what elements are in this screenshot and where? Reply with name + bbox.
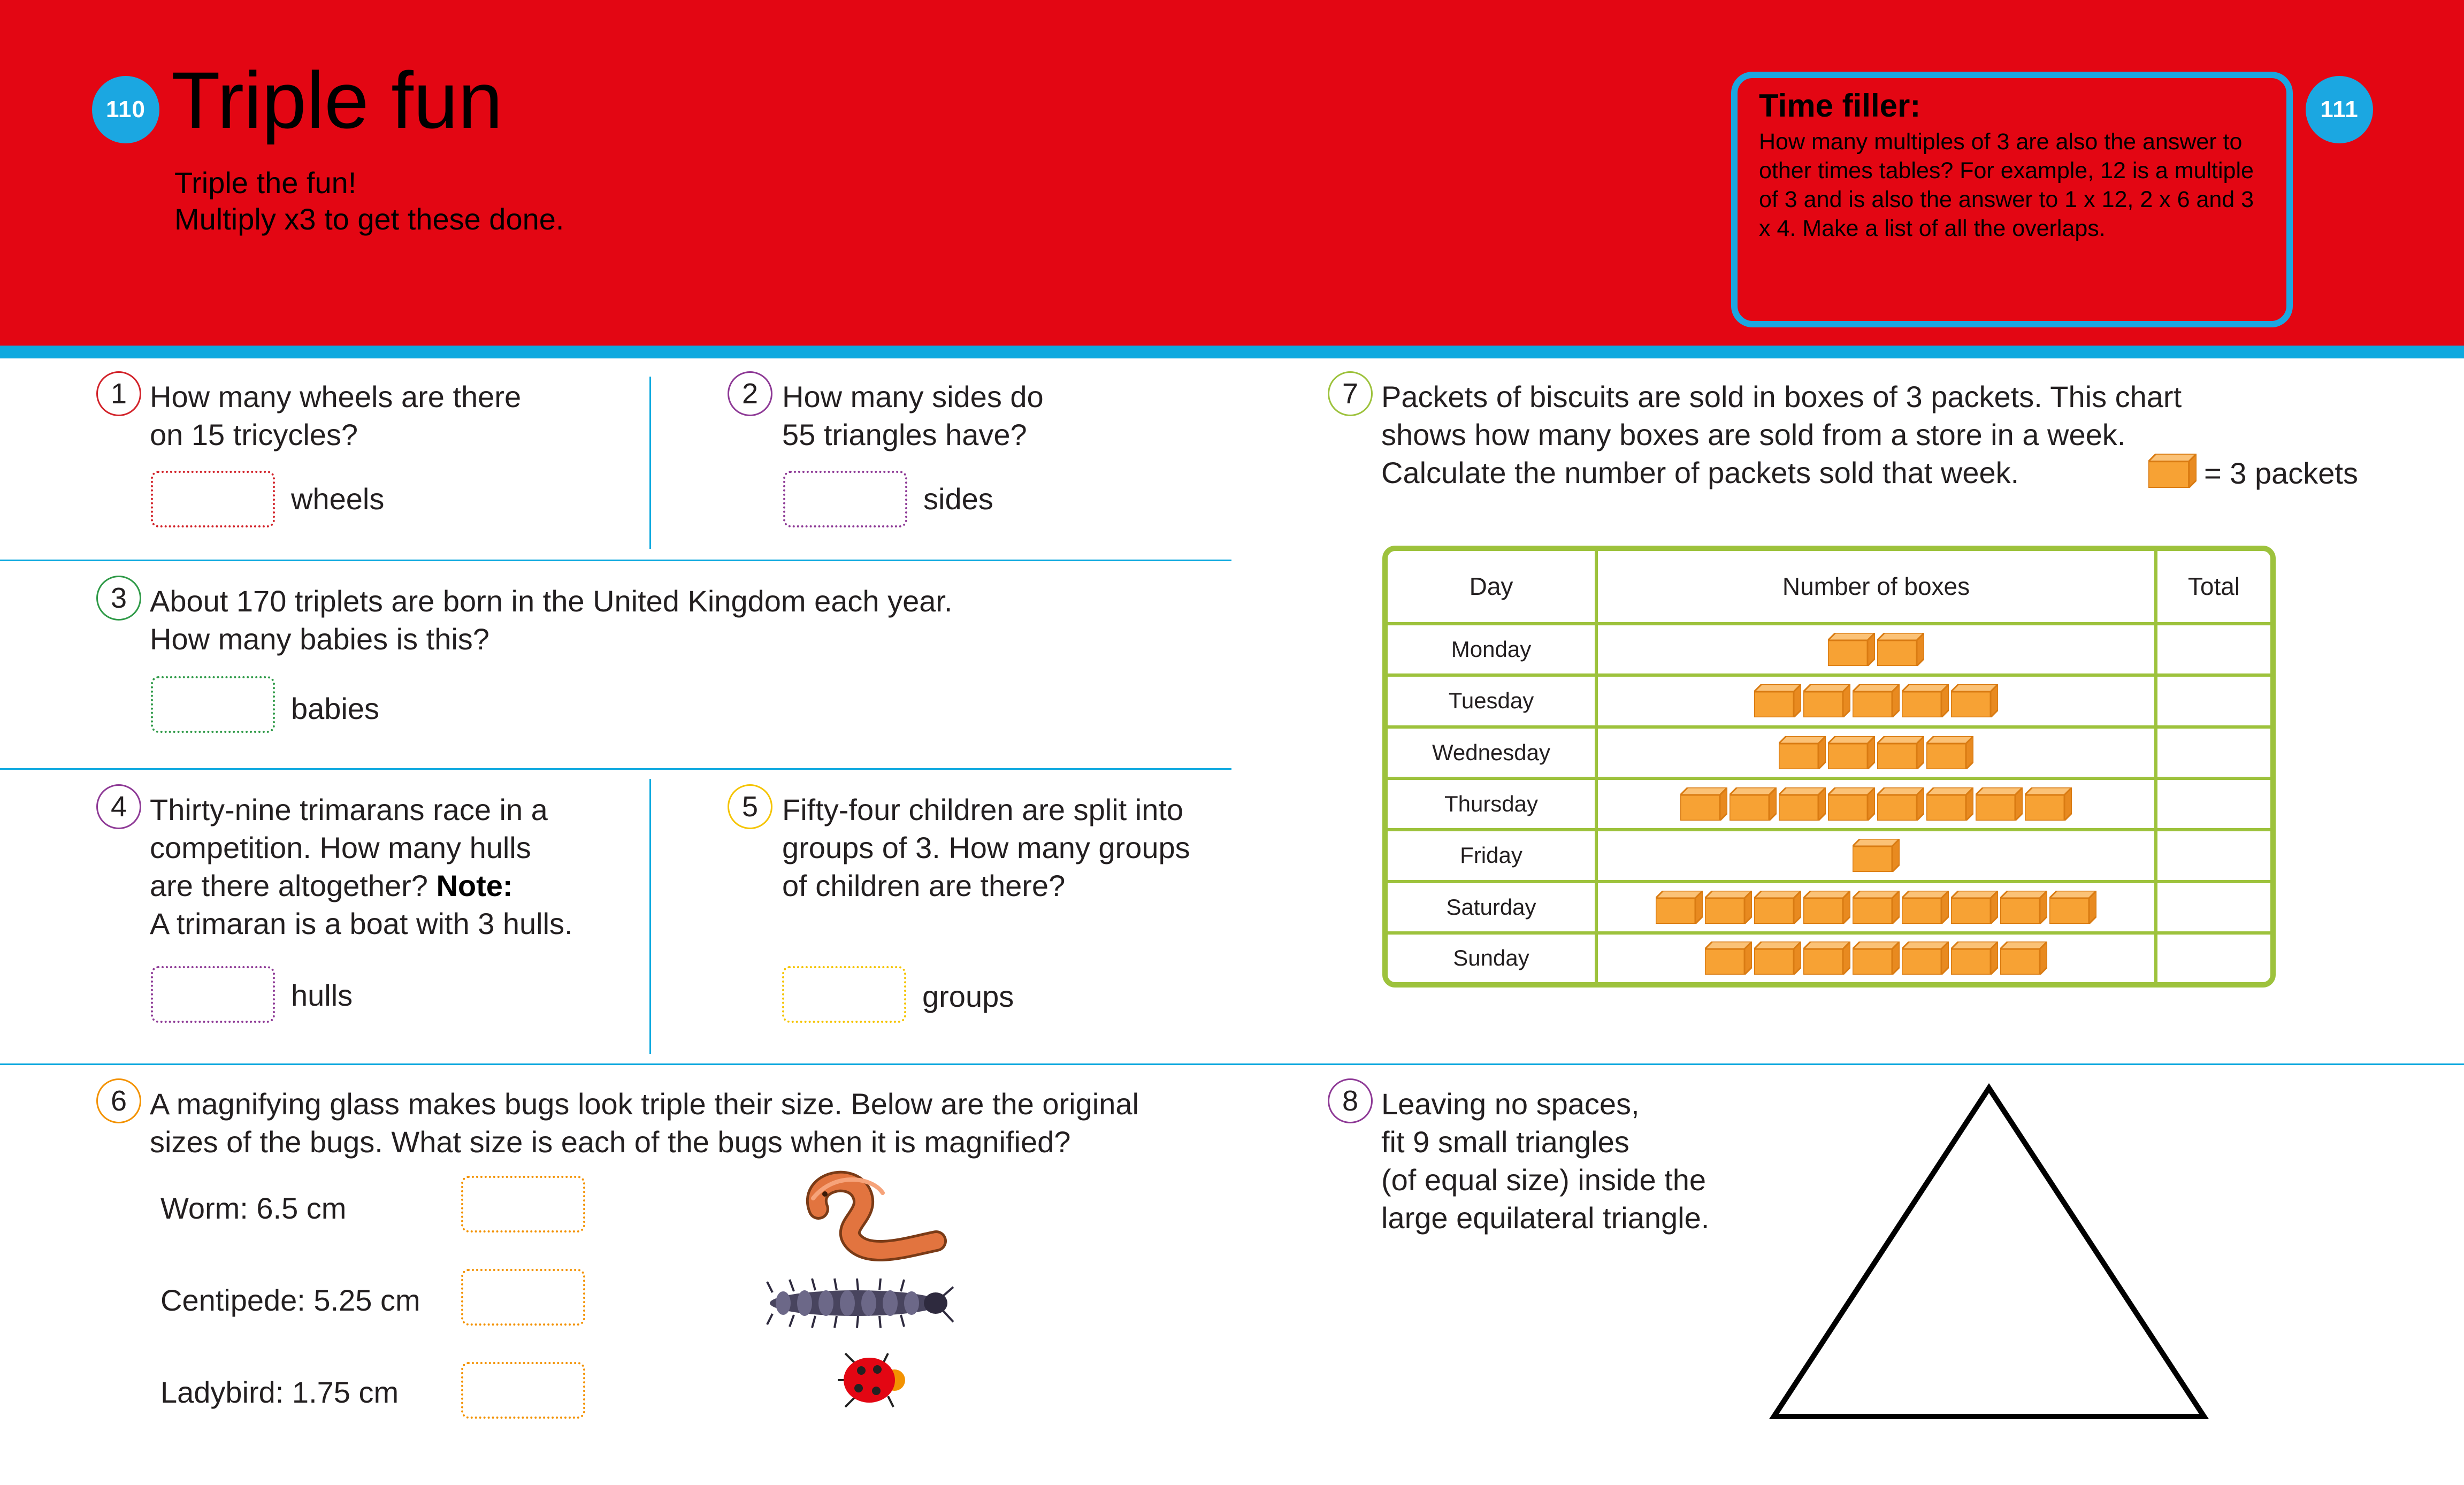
boxes-cell [1596,778,2156,830]
boxes-cell [1596,882,2156,933]
box-icon [1705,941,1752,975]
page-number-right: 111 [2306,76,2373,143]
total-answer-cell[interactable] [2156,727,2270,778]
box-icon [2000,941,2047,975]
question-number-8: 8 [1328,1078,1373,1123]
box-icon [2049,891,2096,924]
box-icon [1828,633,1875,666]
box-icon [1853,891,1900,924]
day-cell: Sunday [1388,933,1596,982]
bug-label-worm: Worm: 6.5 cm [160,1191,347,1225]
box-icon [1680,787,1727,821]
table-row [1388,675,2270,726]
answer-box-q3[interactable] [151,676,275,733]
answer-box-q4[interactable] [151,966,275,1023]
column-header-total: Total [2156,551,2270,624]
answer-box-q2[interactable] [783,471,907,527]
table-row [1388,933,2270,982]
total-answer-cell[interactable] [2156,933,2270,982]
day-cell: Saturday [1388,882,1596,933]
bug-label-ladybird: Ladybird: 1.75 cm [160,1375,399,1409]
boxes-cell [1596,624,2156,675]
box-icon [1877,736,1924,769]
box-icon [1828,736,1875,769]
centipede-icon [756,1276,954,1330]
question-4-text: Thirty-nine trimarans race in a competition. How many hulls are there altogether? Note: A trimaran is a boat with 3 hulls. [150,793,573,940]
table-row [1388,778,2270,830]
table-row [1388,882,2270,933]
question-2-text: How many sides do 55 triangles have? [782,380,1044,451]
unit-label-q4: hulls [291,978,353,1012]
time-filler-text: How many multiples of 3 are also the answer to other times tables? For example, 12 is a multiple of 3 and is also the answer to 1 x 12, 2 x 6 and 3 x 4. Make a list of all the overlaps. [1759,129,2254,241]
header-divider [0,346,2464,358]
question-number-7: 7 [1328,371,1373,416]
question-number-1: 1 [96,371,141,416]
total-answer-cell[interactable] [2156,624,2270,675]
total-answer-cell[interactable] [2156,675,2270,726]
answer-box-q1[interactable] [151,471,275,527]
question-6-text: A magnifying glass makes bugs look triple their size. Below are the original sizes of the bugs. What size is each of the bugs when it is magnified? [150,1087,1139,1159]
day-cell: Monday [1388,624,1596,675]
intro-line-1: Triple the fun! [174,166,357,200]
box-icon [1976,787,2023,821]
box-icon [1853,941,1900,975]
total-answer-cell[interactable] [2156,830,2270,881]
bug-label-centipede: Centipede: 5.25 cm [160,1283,420,1317]
box-icon [1656,891,1703,924]
day-cell: Friday [1388,830,1596,881]
answer-box-q5[interactable] [782,966,906,1023]
day-cell: Wednesday [1388,727,1596,778]
box-icon [1779,787,1826,821]
question-number-5: 5 [728,784,772,829]
page-number-left: 110 [92,76,159,143]
box-icon [2000,891,2047,924]
column-header-boxes: Number of boxes [1596,551,2156,624]
box-icon [1951,891,1998,924]
answer-box-centipede[interactable] [461,1269,585,1326]
box-icon [1754,941,1801,975]
table-row [1388,624,2270,675]
box-icon [1951,941,1998,975]
page-title: Triple fun [171,55,503,145]
box-icon [1754,891,1801,924]
box-icon [1754,684,1801,717]
question-number-3: 3 [96,576,141,621]
intro-line-2: Multiply x3 to get these done. [174,202,564,236]
question-number-2: 2 [728,371,772,416]
section-divider [0,560,1231,561]
box-icon [1803,941,1850,975]
time-filler-title: Time filler: [1759,88,1921,124]
unit-label-q3: babies [291,692,380,725]
column-divider [649,779,651,1054]
boxes-cell [1596,933,2156,982]
box-key-icon [2148,454,2197,491]
box-icon [1705,891,1752,924]
time-filler-box [1731,72,2293,327]
boxes-cell [1596,675,2156,726]
box-icon [1877,633,1924,666]
boxes-cell [1596,830,2156,881]
answer-box-ladybird[interactable] [461,1362,585,1419]
question-1-text: How many wheels are there on 15 tricycles? [150,380,522,451]
boxes-cell [1596,727,2156,778]
box-icon [1877,787,1924,821]
box-icon [1779,736,1826,769]
column-divider [649,377,651,549]
question-3-text: About 170 triplets are born in the United Kingdom each year. How many babies is this? [150,584,953,656]
question-7-text: Packets of biscuits are sold in boxes of 3 packets. This chart shows how many boxes are sold from a store in a week. Calculate the number of packets sold that week. [1381,380,2182,489]
box-icon [1803,684,1850,717]
unit-label-q5: groups [922,979,1014,1013]
box-icon [1828,787,1875,821]
ladybird-icon [835,1348,909,1412]
box-icon [1902,941,1949,975]
question-5-text: Fifty-four children are split into groups of 3. How many groups of children are there? [782,793,1190,902]
box-icon [1951,684,1998,717]
total-answer-cell[interactable] [2156,882,2270,933]
day-cell: Tuesday [1388,675,1596,726]
section-divider [0,1063,2464,1065]
table-row [1388,830,2270,881]
worm-icon [802,1161,947,1262]
box-icon [1902,891,1949,924]
box-icon [1926,787,1973,821]
total-answer-cell[interactable] [2156,778,2270,830]
question-8-text: Leaving no spaces, fit 9 small triangles (of equal size) inside the large equilateral triangle. [1381,1087,1710,1235]
unit-label-q1: wheels [291,482,385,516]
column-header-day: Day [1388,551,1596,624]
answer-box-worm[interactable] [461,1176,585,1233]
box-icon [2025,787,2072,821]
section-divider [0,768,1231,770]
table-row [1388,727,2270,778]
chart-key-label: = 3 packets [2204,456,2358,490]
day-cell: Thursday [1388,778,1596,830]
question-number-4: 4 [96,784,141,829]
box-icon [1853,839,1900,872]
box-icon [1902,684,1949,717]
large-equilateral-triangle[interactable] [1760,1081,2225,1423]
box-icon [1803,891,1850,924]
box-icon [1926,736,1973,769]
question-number-6: 6 [96,1078,141,1123]
boxes-pictogram-table [1382,546,2276,988]
unit-label-q2: sides [923,482,993,516]
box-icon [1853,684,1900,717]
box-icon [1730,787,1777,821]
